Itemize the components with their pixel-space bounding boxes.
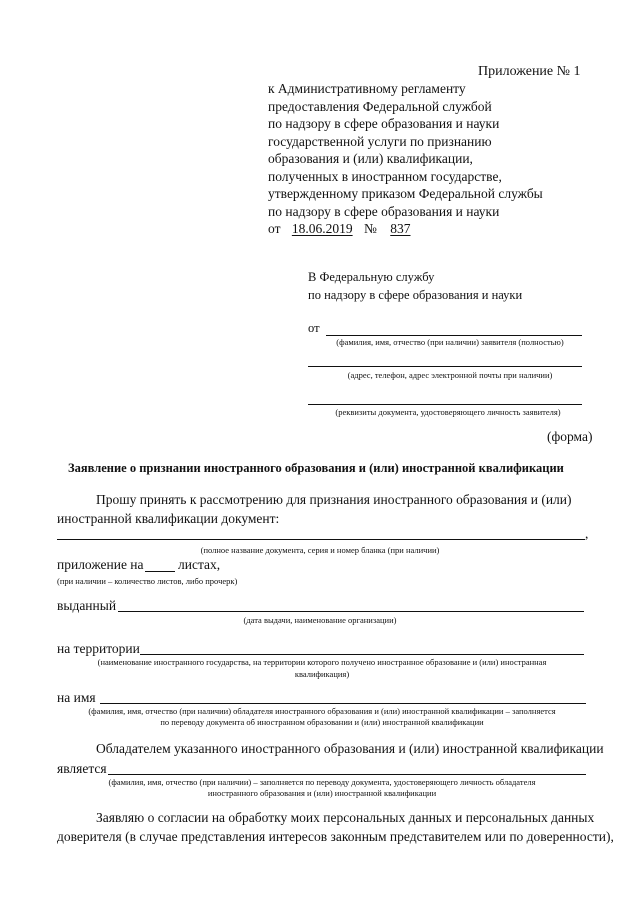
- applicant-doc-field[interactable]: [308, 404, 582, 405]
- appendix-line: государственной услуги по признанию: [268, 133, 492, 149]
- sheets-count-field[interactable]: [145, 571, 175, 572]
- number-label: №: [363, 221, 377, 236]
- attachment-prefix: приложение на: [57, 557, 144, 572]
- name-label: на имя: [57, 690, 96, 705]
- caption-territory-2: квалификация): [294, 669, 350, 679]
- caption-name-2: по переводу документа об иностранном образовании и (или) иностранной квалификации: [160, 717, 484, 727]
- territory-field[interactable]: [140, 654, 584, 655]
- holder-name-field[interactable]: [100, 703, 586, 704]
- attachment-suffix: листах,: [178, 557, 221, 572]
- request-line1: Прошу принять к рассмотрению для признания иностранного образования и (или): [96, 492, 572, 507]
- applicant-address-field[interactable]: [308, 366, 582, 367]
- holder-line1: Обладателем указанного иностранного образования и (или) иностранной квалификации: [96, 741, 604, 756]
- document-name-field[interactable]: [57, 539, 585, 540]
- caption-issued: (дата выдачи, наименование организации): [243, 615, 397, 625]
- holder-field[interactable]: [108, 774, 586, 775]
- caption-applicant-fio: (фамилия, имя, отчество (при наличии) заявителя (полностью): [336, 337, 564, 347]
- request-line2: иностранной квалификации документ:: [57, 511, 280, 526]
- consent-line2: доверителя (в случае представления интересов законным представителем или по доверенности),: [57, 829, 614, 844]
- caption-applicant-doc: (реквизиты документа, удостоверяющего личность заявителя): [335, 407, 561, 417]
- order-ref: [268, 220, 543, 238]
- appendix-line: к Административному регламенту: [268, 81, 466, 96]
- caption-holder-2: иностранного образования и (или) иностранной квалификации: [207, 788, 437, 798]
- caption-document-name: (полное название документа, серия и номер бланка (при наличии): [200, 545, 440, 555]
- caption-name-1: (фамилия, имя, отчество (при наличии) обладателя иностранного образования и (или) иностранной квалификации – заполняется: [88, 706, 556, 716]
- caption-applicant-address: (адрес, телефон, адрес электронной почты при наличии): [347, 370, 553, 380]
- appendix-line: по надзору в сфере образования и науки: [268, 203, 500, 219]
- order-number: 837: [390, 221, 411, 236]
- applicant-name-field[interactable]: [326, 335, 582, 336]
- appendix-text: [268, 80, 543, 238]
- territory-label: на территории: [57, 641, 140, 656]
- caption-territory-1: (наименование иностранного государства, на территории которого получено иностранное образование и (или) иностранная: [97, 657, 547, 667]
- document-heading: Заявление о признании иностранного образования и (или) иностранной квалификации: [68, 461, 564, 475]
- caption-sheets: (при наличии – количество листов, либо прочерк): [57, 576, 238, 586]
- order-date: 18.06.2019: [291, 221, 353, 236]
- addressee-line2: по надзору в сфере образования и науки: [308, 288, 523, 302]
- appendix-line: по надзору в сфере образования и науки: [268, 116, 500, 131]
- holder-line2: является: [57, 761, 107, 776]
- issued-field[interactable]: [118, 611, 584, 612]
- consent-line1: Заявляю о согласии на обработку моих персональных данных и персональных данных: [96, 810, 595, 825]
- from-label: от: [268, 221, 281, 236]
- appendix-line: предоставления Федеральной службой: [268, 98, 492, 114]
- appendix-title: Приложение № 1: [478, 64, 581, 79]
- comma: ,: [585, 526, 589, 541]
- appendix-line: полученных в иностранном государстве,: [268, 168, 502, 184]
- addressee-from: от: [308, 321, 320, 335]
- issued-label: выданный: [57, 598, 117, 613]
- appendix-line: образования и (или) квалификации,: [268, 151, 473, 166]
- caption-holder-1: (фамилия, имя, отчество (при наличии) – заполняется по переводу документа, удостоверяющего личность обладателя: [108, 777, 536, 787]
- form-label: (форма): [547, 429, 593, 444]
- addressee-line1: В Федеральную службу: [308, 270, 435, 284]
- appendix-line: утвержденному приказом Федеральной службы: [268, 186, 543, 201]
